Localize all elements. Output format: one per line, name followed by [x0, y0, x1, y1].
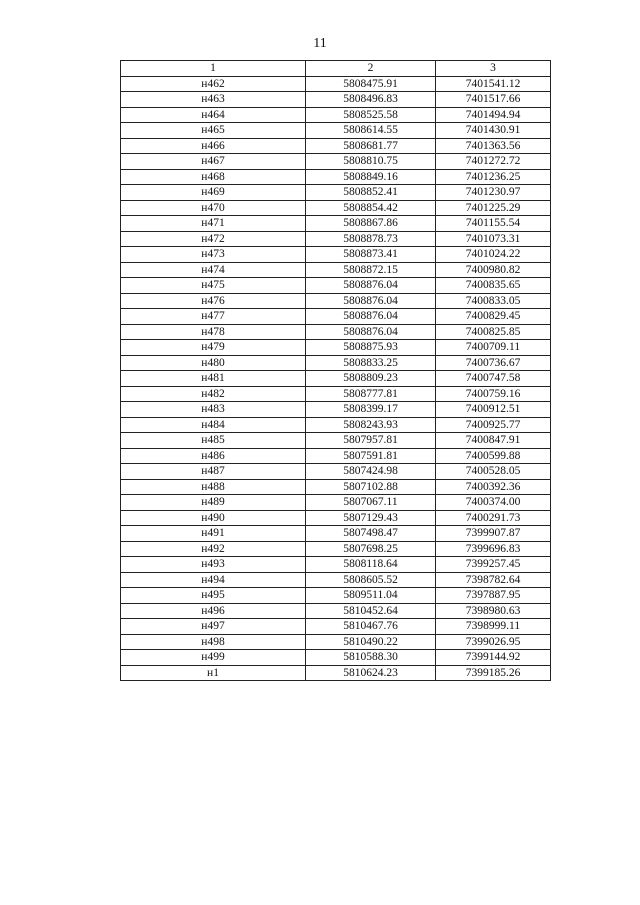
point-id-cell: н491	[121, 526, 306, 542]
y-coordinate-cell: 7399144.92	[436, 650, 551, 666]
y-coordinate-cell: 7399026.95	[436, 634, 551, 650]
point-id-cell: н485	[121, 433, 306, 449]
point-id-cell: н469	[121, 185, 306, 201]
table-row	[121, 526, 551, 542]
table-row	[121, 293, 551, 309]
table-row	[121, 371, 551, 387]
y-coordinate-cell: 7401236.25	[436, 169, 551, 185]
table-row	[121, 247, 551, 263]
table-row	[121, 262, 551, 278]
y-coordinate-cell: 7398999.11	[436, 619, 551, 635]
table-row	[121, 603, 551, 619]
table-row	[121, 324, 551, 340]
table-row	[121, 417, 551, 433]
point-id-cell: н487	[121, 464, 306, 480]
table-row	[121, 340, 551, 356]
y-coordinate-cell: 7401073.31	[436, 231, 551, 247]
y-coordinate-cell: 7397887.95	[436, 588, 551, 604]
point-id-cell: н479	[121, 340, 306, 356]
table-row	[121, 572, 551, 588]
y-coordinate-cell: 7400825.85	[436, 324, 551, 340]
y-coordinate-cell: 7401430.91	[436, 123, 551, 139]
table-row	[121, 510, 551, 526]
table-row	[121, 107, 551, 123]
y-coordinate-cell: 7399696.83	[436, 541, 551, 557]
x-coordinate-cell: 5810490.22	[306, 634, 436, 650]
x-coordinate-cell: 5808852.41	[306, 185, 436, 201]
table-row	[121, 309, 551, 325]
coordinates-table	[120, 60, 551, 681]
y-coordinate-cell: 7400747.58	[436, 371, 551, 387]
y-coordinate-cell: 7400847.91	[436, 433, 551, 449]
point-id-cell: н481	[121, 371, 306, 387]
y-coordinate-cell: 7400392.36	[436, 479, 551, 495]
y-coordinate-cell: 7400599.88	[436, 448, 551, 464]
point-id-cell: н497	[121, 619, 306, 635]
x-coordinate-cell: 5807102.88	[306, 479, 436, 495]
y-coordinate-cell: 7400736.67	[436, 355, 551, 371]
point-id-cell: н463	[121, 92, 306, 108]
point-id-cell: н474	[121, 262, 306, 278]
y-coordinate-cell: 7400829.45	[436, 309, 551, 325]
x-coordinate-cell: 5808496.83	[306, 92, 436, 108]
table-row	[121, 665, 551, 681]
table-row	[121, 76, 551, 92]
y-coordinate-cell: 7400833.05	[436, 293, 551, 309]
table-row	[121, 92, 551, 108]
table-row	[121, 464, 551, 480]
point-id-cell: н472	[121, 231, 306, 247]
point-id-cell: н490	[121, 510, 306, 526]
table-row	[121, 448, 551, 464]
y-coordinate-cell: 7399185.26	[436, 665, 551, 681]
point-id-cell: н496	[121, 603, 306, 619]
table-header-row	[121, 61, 551, 77]
point-id-cell: н476	[121, 293, 306, 309]
table-row	[121, 402, 551, 418]
x-coordinate-cell: 5808867.86	[306, 216, 436, 232]
x-coordinate-cell: 5808475.91	[306, 76, 436, 92]
page-number: 11	[313, 36, 327, 51]
table-row	[121, 619, 551, 635]
x-coordinate-cell: 5810467.76	[306, 619, 436, 635]
table-row	[121, 169, 551, 185]
y-coordinate-cell: 7398782.64	[436, 572, 551, 588]
point-id-cell: н465	[121, 123, 306, 139]
column-header-point: 1	[121, 61, 306, 77]
y-coordinate-cell: 7400759.16	[436, 386, 551, 402]
x-coordinate-cell: 5808118.64	[306, 557, 436, 573]
table-row	[121, 634, 551, 650]
y-coordinate-cell: 7401230.97	[436, 185, 551, 201]
table-row	[121, 138, 551, 154]
table-row	[121, 216, 551, 232]
point-id-cell: н489	[121, 495, 306, 511]
point-id-cell: н484	[121, 417, 306, 433]
x-coordinate-cell: 5808878.73	[306, 231, 436, 247]
point-id-cell: н473	[121, 247, 306, 263]
x-coordinate-cell: 5808876.04	[306, 324, 436, 340]
point-id-cell: н493	[121, 557, 306, 573]
table-row	[121, 479, 551, 495]
x-coordinate-cell: 5808809.23	[306, 371, 436, 387]
x-coordinate-cell: 5808810.75	[306, 154, 436, 170]
y-coordinate-cell: 7400709.11	[436, 340, 551, 356]
table-row	[121, 185, 551, 201]
table-row	[121, 231, 551, 247]
y-coordinate-cell: 7400980.82	[436, 262, 551, 278]
point-id-cell: н462	[121, 76, 306, 92]
x-coordinate-cell: 5808873.41	[306, 247, 436, 263]
point-id-cell: н464	[121, 107, 306, 123]
y-coordinate-cell: 7400912.51	[436, 402, 551, 418]
point-id-cell: н466	[121, 138, 306, 154]
y-coordinate-cell: 7401363.56	[436, 138, 551, 154]
x-coordinate-cell: 5808777.81	[306, 386, 436, 402]
y-coordinate-cell: 7401024.22	[436, 247, 551, 263]
y-coordinate-cell: 7401517.66	[436, 92, 551, 108]
point-id-cell: н478	[121, 324, 306, 340]
point-id-cell: н471	[121, 216, 306, 232]
x-coordinate-cell: 5808243.93	[306, 417, 436, 433]
x-coordinate-cell: 5808833.25	[306, 355, 436, 371]
x-coordinate-cell: 5808875.93	[306, 340, 436, 356]
point-id-cell: н495	[121, 588, 306, 604]
point-id-cell: н468	[121, 169, 306, 185]
x-coordinate-cell: 5808605.52	[306, 572, 436, 588]
x-coordinate-cell: 5808876.04	[306, 309, 436, 325]
point-id-cell: н488	[121, 479, 306, 495]
y-coordinate-cell: 7401494.94	[436, 107, 551, 123]
column-header-y: 3	[436, 61, 551, 77]
table-row	[121, 433, 551, 449]
table-row	[121, 386, 551, 402]
table-row	[121, 355, 551, 371]
y-coordinate-cell: 7401541.12	[436, 76, 551, 92]
x-coordinate-cell: 5808854.42	[306, 200, 436, 216]
x-coordinate-cell: 5809511.04	[306, 588, 436, 604]
y-coordinate-cell: 7400528.05	[436, 464, 551, 480]
x-coordinate-cell: 5808614.55	[306, 123, 436, 139]
x-coordinate-cell: 5808876.04	[306, 293, 436, 309]
x-coordinate-cell: 5807067.11	[306, 495, 436, 511]
y-coordinate-cell: 7400291.73	[436, 510, 551, 526]
y-coordinate-cell: 7401272.72	[436, 154, 551, 170]
y-coordinate-cell: 7400925.77	[436, 417, 551, 433]
x-coordinate-cell: 5810624.23	[306, 665, 436, 681]
point-id-cell: н467	[121, 154, 306, 170]
x-coordinate-cell: 5808681.77	[306, 138, 436, 154]
table-row	[121, 154, 551, 170]
table-row	[121, 278, 551, 294]
table-row	[121, 123, 551, 139]
x-coordinate-cell: 5808849.16	[306, 169, 436, 185]
point-id-cell: н498	[121, 634, 306, 650]
x-coordinate-cell: 5808872.15	[306, 262, 436, 278]
x-coordinate-cell: 5807957.81	[306, 433, 436, 449]
y-coordinate-cell: 7400374.00	[436, 495, 551, 511]
point-id-cell: н499	[121, 650, 306, 666]
point-id-cell: н470	[121, 200, 306, 216]
point-id-cell: н482	[121, 386, 306, 402]
x-coordinate-cell: 5808399.17	[306, 402, 436, 418]
x-coordinate-cell: 5807698.25	[306, 541, 436, 557]
table-row	[121, 541, 551, 557]
y-coordinate-cell: 7399907.87	[436, 526, 551, 542]
x-coordinate-cell: 5810452.64	[306, 603, 436, 619]
x-coordinate-cell: 5807129.43	[306, 510, 436, 526]
x-coordinate-cell: 5807591.81	[306, 448, 436, 464]
point-id-cell: н475	[121, 278, 306, 294]
point-id-cell: н1	[121, 665, 306, 681]
x-coordinate-cell: 5808876.04	[306, 278, 436, 294]
x-coordinate-cell: 5808525.58	[306, 107, 436, 123]
point-id-cell: н477	[121, 309, 306, 325]
point-id-cell: н480	[121, 355, 306, 371]
y-coordinate-cell: 7399257.45	[436, 557, 551, 573]
point-id-cell: н483	[121, 402, 306, 418]
y-coordinate-cell: 7401225.29	[436, 200, 551, 216]
x-coordinate-cell: 5807424.98	[306, 464, 436, 480]
table-row	[121, 650, 551, 666]
point-id-cell: н492	[121, 541, 306, 557]
y-coordinate-cell: 7398980.63	[436, 603, 551, 619]
table-row	[121, 200, 551, 216]
table-body	[121, 76, 551, 681]
x-coordinate-cell: 5807498.47	[306, 526, 436, 542]
x-coordinate-cell: 5810588.30	[306, 650, 436, 666]
table-row	[121, 495, 551, 511]
table-row	[121, 588, 551, 604]
table-row	[121, 557, 551, 573]
y-coordinate-cell: 7400835.65	[436, 278, 551, 294]
y-coordinate-cell: 7401155.54	[436, 216, 551, 232]
point-id-cell: н494	[121, 572, 306, 588]
point-id-cell: н486	[121, 448, 306, 464]
column-header-x: 2	[306, 61, 436, 77]
